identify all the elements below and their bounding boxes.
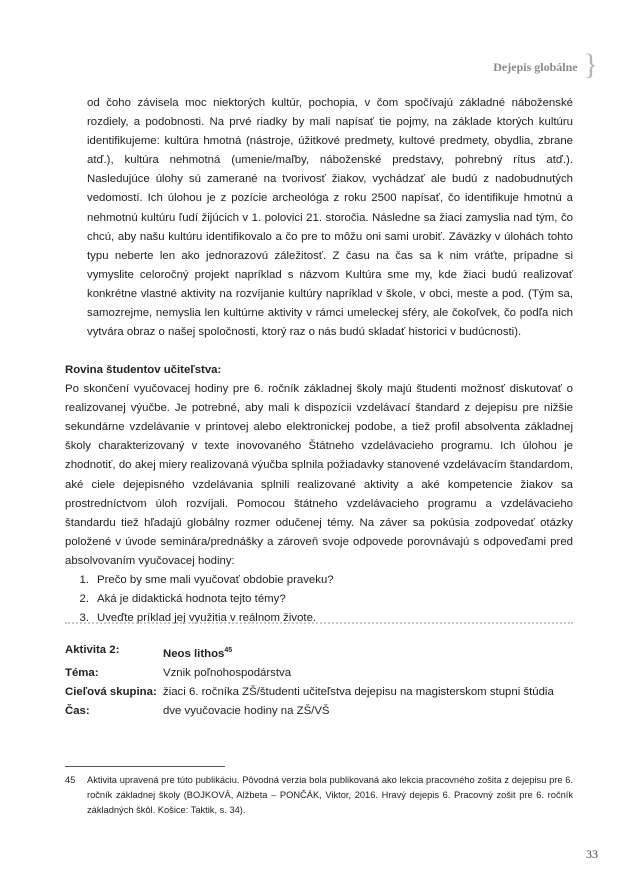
footnote-rule bbox=[65, 766, 225, 767]
footnote-text: Aktivita upravená pre túto publikáciu. Pôvodná verzia bola publikovaná ako lekcia pracovného zošita z dejepisu pre 6. ročník základnej školy (BOJKOVÁ, Alžbeta – PONČÁK, Viktor, 2016. Hravý dejepis 6. Pracovný zošit pre 6. ročník základných škôl. Košice: Taktik, s. 34). bbox=[87, 775, 573, 816]
students-section bbox=[65, 361, 573, 628]
page-number: 33 bbox=[586, 847, 598, 861]
activity-row-target bbox=[65, 683, 573, 702]
list-item-number: 1. bbox=[79, 574, 89, 587]
list-item-number: 3. bbox=[79, 612, 89, 625]
list-item bbox=[65, 590, 573, 609]
list-item-text: Aká je didaktická hodnota tejto témy? bbox=[97, 593, 286, 606]
running-header bbox=[493, 48, 598, 82]
activity-title bbox=[163, 641, 573, 664]
intro-paragraph-block bbox=[87, 94, 573, 342]
list-item-text: Prečo by sme mali vyučovať obdobie praveku? bbox=[97, 574, 334, 587]
section-paragraph: Po skončení vyučovacej hodiny pre 6. ročník základnej školy majú študenti možnosť diskutovať o realizovanej výučbe. Je potrebné, aby mali k dispozícii vzdelávací štandard z dejepisu pre nižšie sekundárne vzdelávanie v printovej alebo elektronickej podobe, a tiež profil absolventa základnej školy charakterizovaný v texte inovovaného Štátneho vzdelávacieho programu. Ich úlohou je zhodnotiť, do akej miery realizovaná výučba splnila požiadavky stanovené vzdelávacím štandardom, aké ciele dejepisného vzdelávania splnili realizované aktivity a aké kompetencie žiakov sa prostredníctvom úloh rozvíjali. Pomocou štátneho vzdelávacieho programu a vzdelávacieho štandardu tiež hľadajú globálny rozmer odučenej témy. Na záver sa pokúsia zodpovedať otázky položené v úvode seminára/prednášky a zároveň svoje odpovede porovnávajú s odpoveďami pred absolvovaním vyučovacej hodiny: bbox=[65, 383, 573, 567]
row-value: žiaci 6. ročníka ZŠ/študenti učiteľstva dejepisu na magisterskom stupni štúdia bbox=[163, 685, 554, 698]
footnote-ref: 45 bbox=[224, 647, 233, 654]
list-item bbox=[65, 571, 573, 590]
footnote bbox=[65, 773, 573, 819]
list-item-text: Uveďte príklad jej využitia v reálnom živote. bbox=[97, 612, 317, 625]
dotted-divider bbox=[65, 622, 573, 624]
header-title: Dejepis globálne bbox=[493, 59, 578, 74]
header-brace: } bbox=[583, 48, 598, 81]
list-item bbox=[65, 609, 573, 628]
row-label: Cieľová skupina: bbox=[65, 685, 157, 698]
list-item-number: 2. bbox=[79, 593, 89, 606]
activity-title-text: Neos lithos bbox=[163, 647, 225, 660]
row-value: dve vyučovacie hodiny na ZŠ/VŠ bbox=[163, 705, 330, 718]
activity-info bbox=[65, 641, 573, 721]
row-value: Vznik poľnohospodárstva bbox=[163, 666, 292, 679]
question-list bbox=[65, 571, 573, 628]
footnote-number: 45 bbox=[65, 775, 76, 785]
section-heading: Rovina študentov učiteľstva: bbox=[65, 364, 222, 376]
activity-row-topic bbox=[65, 664, 573, 683]
activity-title-row bbox=[65, 641, 573, 664]
activity-row-time bbox=[65, 702, 573, 721]
row-label: Čas: bbox=[65, 705, 90, 718]
row-label: Téma: bbox=[65, 666, 99, 679]
intro-paragraph: od čoho závisela moc niektorých kultúr, pochopia, v čom spočívajú základné náboženské rozdiely, a podobnosti. Na prvé riadky by mali napísať tie pojmy, na základe ktorých kultúru identifikujeme: kultúra hmotná (nástroje, úžitkové predmety, kultové predmety, obydlia, zbrane atď.), kultúra nehmotná (umenie/maľby, náboženské predstavy, pohrebný rítus atď.). Nasledujúce úlohy sú zamerané na tvorivosť žiakov, vychádzať ale budú z nadobudnutých vedomostí. Ich úlohou je z pozície archeológa z roku 2500 napísať, čo identifikuje hmotnú a nehmotnú kultúru ľudí žijúcich v 1. polovici 21. storočia. Následne sa žiaci zamyslia nad tým, čo chcú, aby našu kultúru identifikovalo a čo pre to môžu oni sami urobiť. Záväzky v úlohách tohto typu neberte len ako jednorazovú záležitosť. Z času na čas sa k nim vráťte, prípadne si vymyslite celoročný projekt napríklad s názvom Kultúra sme my, kde žiaci budú realizovať konkrétne vlastné aktivity na rozvíjanie kultúry napríklad v škole, v obci, meste a pod. (Tým sa, samozrejme, nemyslia len kultúrne aktivity v rámci umeleckej sféry, ale čokoľvek, čo podľa nich vytvára obraz o našej spoločnosti, ktorý raz o nás budú skladať historici v budúcnosti). bbox=[87, 97, 573, 339]
activity-label: Aktivita 2: bbox=[65, 644, 120, 656]
